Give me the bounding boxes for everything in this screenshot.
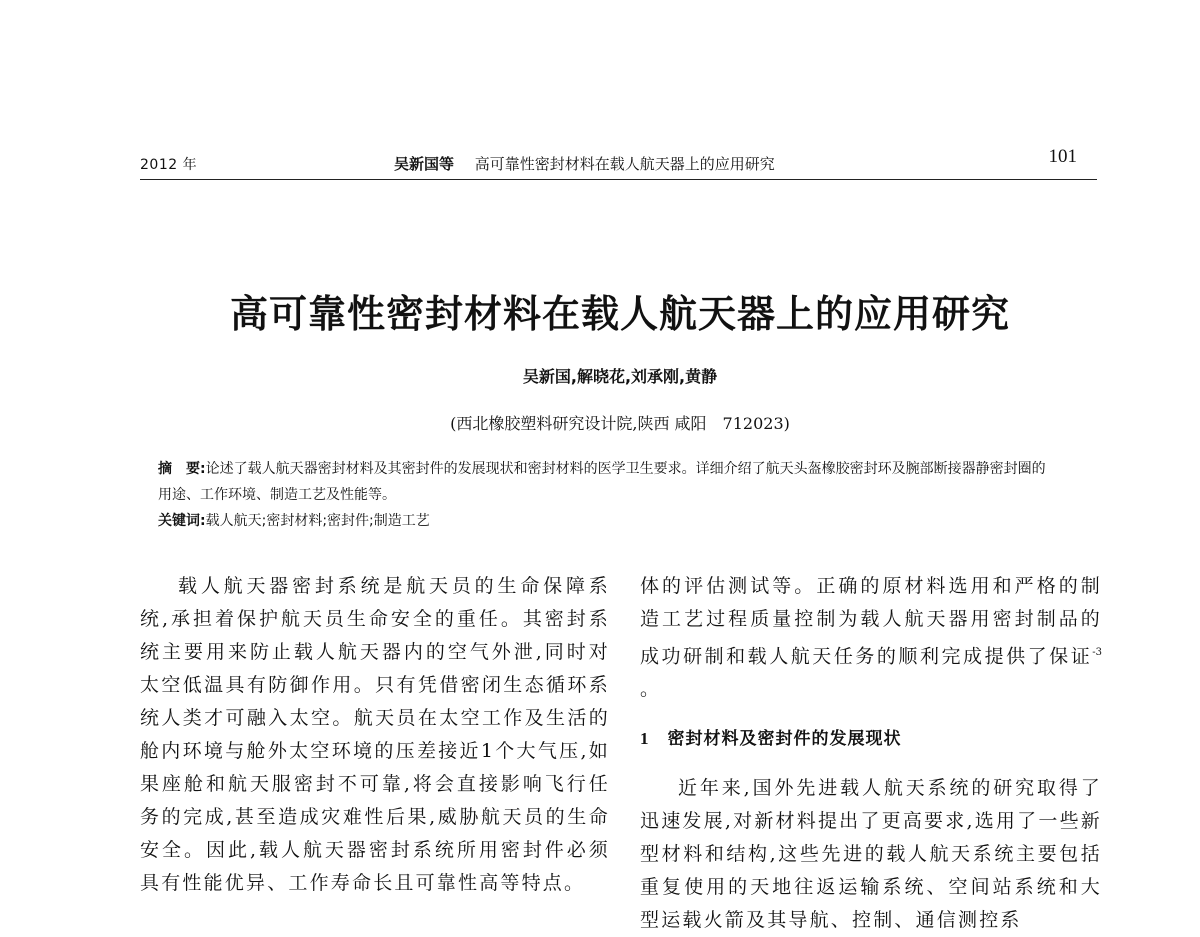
body-paragraph: 载人航天器密封系统是航天员的生命保障系统,承担着保护航天员生命安全的重任。其密封系统主要用来防止载人航天器内的空气外泄,同时对太空低温具有防御作用。只有凭借密闭生态循环系统人类才可融入太空。航天员在太空工作及生活的舱内环境与舱外太空环境的压差接近1个大气压,如果座舱和航天服密封不可靠,将会直接影响飞行任务的完成,甚至造成灾难性后果,威胁航天员的生命安全。因此,载人航天器密封系统所用密封件必须具有性能优异、工作寿命长且可靠性高等特点。	[140, 575, 610, 894]
right-column	[640, 570, 1102, 937]
abstract-label: 摘 要:	[158, 461, 206, 477]
header-title	[394, 153, 775, 174]
keywords-label: 关键词:	[158, 513, 206, 529]
abstract-text: 论述了载人航天器密封材料及其密封件的发展现状和密封材料的医学卫生要求。详细介绍了航天头盔橡胶密封环及腕部断接器静密封圈的用途、工作环境、制造工艺及性能等。	[158, 461, 1046, 503]
paper-authors: 吴新国,解晓花,刘承刚,黄静	[522, 367, 718, 386]
keywords-text: 载人航天;密封材料;密封件;制造工艺	[205, 513, 430, 529]
page-number: 101	[1048, 146, 1077, 167]
abstract	[158, 456, 1048, 508]
header-rule	[140, 179, 1097, 180]
section-heading	[640, 722, 1102, 756]
body-paragraph: 近年来,国外先进载人航天系统的研究取得了迅速发展,对新材料提出了更高要求,选用了一些新型材料和结构,这些先进的载人航天系统主要包括重复使用的天地往返运输系统、空间站系统和大型运载火箭及其导航、控制、通信测控系	[640, 777, 1102, 932]
section-title: 密封材料及密封件的发展现状	[667, 729, 902, 750]
paragraph-end: 。	[640, 678, 662, 701]
left-column	[140, 570, 610, 900]
keywords	[158, 508, 1048, 534]
header-short-authors: 吴新国等	[394, 155, 455, 173]
running-header	[140, 146, 1097, 180]
header-year: 2012 年	[140, 157, 198, 173]
section-number: 1	[640, 729, 650, 749]
reference-mark: -3	[1092, 647, 1102, 658]
abstract-block	[158, 456, 1048, 534]
paragraph-text: 体的评估测试等。正确的原材料选用和严格的制造工艺过程质量控制为载人航天器用密封制品的成功研制和载人航天任务的顺利完成提供了保证	[640, 575, 1102, 668]
paper-affiliation: (西北橡胶塑料研究设计院,陕西 咸阳 712023)	[450, 414, 790, 433]
paper-title: 高可靠性密封材料在载人航天器上的应用研究	[229, 292, 1010, 336]
header-short-title: 高可靠性密封材料在载人航天器上的应用研究	[474, 155, 775, 173]
body-paragraph-continued	[640, 570, 1102, 706]
